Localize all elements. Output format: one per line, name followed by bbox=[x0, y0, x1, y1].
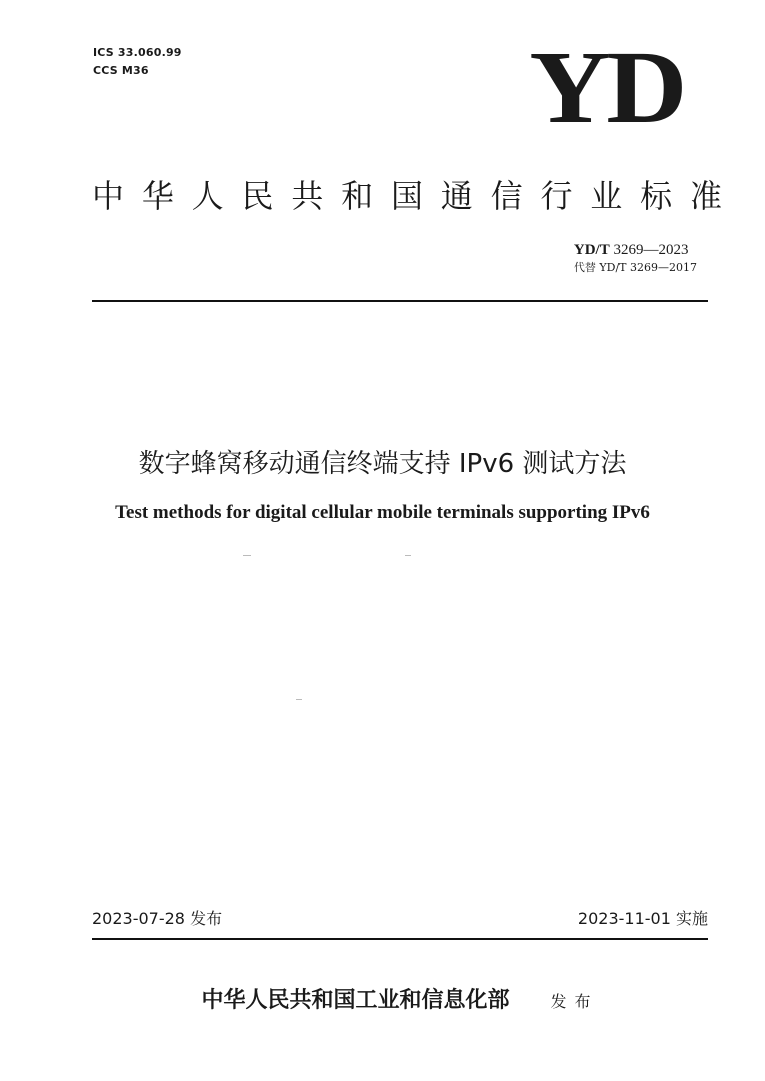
org-title-char: 行 bbox=[540, 177, 573, 215]
issuing-authority: 中华人民共和国工业和信息化部 bbox=[201, 987, 510, 1013]
replaces-standard: 代替 YD/T 3269—2017 bbox=[573, 261, 697, 274]
org-title-char: 标 bbox=[640, 177, 673, 215]
standard-code: YD/T bbox=[573, 242, 610, 258]
org-title-char: 华 bbox=[141, 177, 174, 215]
standard-year-number: 3269—2023 bbox=[613, 242, 689, 258]
issuer-row bbox=[92, 983, 708, 1019]
header-divider bbox=[92, 300, 708, 302]
scan-speck bbox=[243, 555, 251, 556]
footer-divider bbox=[92, 938, 708, 940]
org-title-char: 中 bbox=[92, 177, 125, 215]
org-title-char: 国 bbox=[390, 177, 423, 215]
standard-number-block bbox=[574, 240, 697, 276]
standard-number bbox=[574, 240, 697, 260]
org-title-char: 准 bbox=[689, 177, 722, 215]
document-title-english: Test methods for digital cellular mobile terminals supporting IPv6 bbox=[115, 502, 650, 523]
org-title-char: 信 bbox=[490, 177, 523, 215]
classification-codes bbox=[93, 44, 182, 80]
ics-code: ICS 33.060.99 bbox=[93, 46, 182, 59]
document-title-chinese: 数字蜂窝移动通信终端支持 IPv6 测试方法 bbox=[138, 449, 627, 479]
ccs-code: CCS M36 bbox=[93, 64, 149, 77]
org-title-char: 通 bbox=[440, 177, 473, 215]
yd-logo: YD bbox=[529, 30, 683, 145]
industry-standard-title bbox=[92, 176, 722, 216]
org-title-char: 人 bbox=[191, 177, 224, 215]
issue-label: 发布 bbox=[550, 992, 599, 1011]
org-title-char: 共 bbox=[291, 177, 324, 215]
org-title-char: 民 bbox=[241, 177, 274, 215]
publish-date: 2023-07-28 发布 bbox=[92, 909, 223, 928]
org-title-char: 和 bbox=[341, 177, 374, 215]
scan-speck bbox=[296, 699, 302, 700]
org-title-char: 业 bbox=[590, 177, 623, 215]
effective-date: 2023-11-01 实施 bbox=[577, 909, 708, 928]
date-row bbox=[92, 907, 708, 931]
scan-speck bbox=[405, 555, 411, 556]
